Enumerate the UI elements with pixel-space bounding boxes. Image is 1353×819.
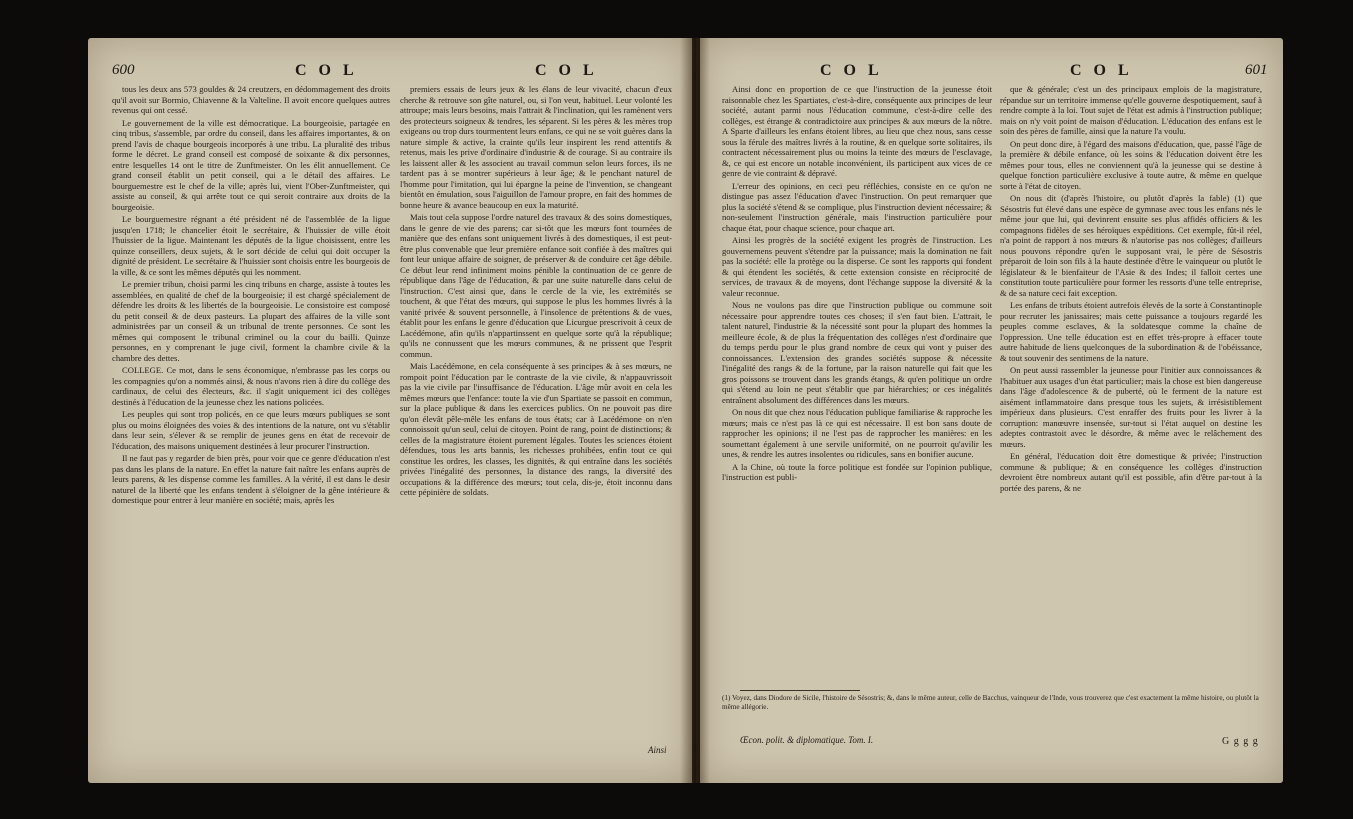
book-gutter <box>680 38 710 783</box>
page-footer: Œcon. polit. & diplomatique. Tom. I. <box>740 735 874 745</box>
paragraph: Nous ne voulons pas dire que l'instruction publique ou commune soit nécessaire pour apprendre toutes ces choses; il s'en faut bien. L'attrait, le talent naturel, l'industrie & la nécessité sont pour la plupart des hommes la meilleure école, & de plus la fréquentation des collèges n'est d'ordinaire que du temps perdu pour le plus grand nombre de ceux qui vont y puiser des connoissances. L'extension des grandes sociétés suppose & nécessite l'inégalité des rangs & de la fortune, par la raison naturelle qui fait que les gros poissons se trouvent dans les grands étangs, & qu'en politique un ordre qui s'étend au loin ne peut s'établir que par hiérarchies; or ces inégalités entraînent absolument des différences dans les mœurs. <box>722 300 992 405</box>
right-page-column-1 <box>722 84 992 684</box>
paragraph: Il ne faut pas y regarder de bien près, pour voir que ce genre d'éducation n'est pas dans les plans de la nature. En effet la nature fait naître les enfans auprès de leurs parens, & les dispense comme les familles. A la vérité, il est dans le desir naturel de la liberté que les enfans tendent à s'éloigner de la gêne intérieure & domestique pour entrer à leur manière en société; mais, après les <box>112 453 390 505</box>
paragraph: On nous dit que chez nous l'éducation publique familiarise & rapproche les mœurs; mais ce n'est pas là ce qui est nécessaire. Il est bon sans doute de rapprocher les opinions; il ne l'est pas de rapprocher les manières: en les soumettant également à une servile uniformité, on ne pourroit qu'avilir les unes, & rendre les autres insolentes ou ridicules, sans en bonifier aucune. <box>722 407 992 459</box>
footnote: (1) Voyez, dans Diodore de Sicile, l'histoire de Sésostris; &, dans le même auteur, celle de Bacchus, vainqueur de l'Inde, vous trouverez que c'est exactement la même histoire, ou plutôt la même allégorie. <box>722 694 1259 711</box>
paragraph: Mais tout cela suppose l'ordre naturel des travaux & des soins domestiques, dans le genre de vie des parens; car si-tôt que les mœurs font tournées de manière que des enfans sont uniquement livrés à des domestiques, il est peut-être plus convenable que leur première enfance soit confiée à des maîtres qui font leur unique affaire de soigner, de préserver & de conduire cet âge débile. Ce début leur rend infiniment moins pénible la continuation de ce genre de république dans l'âge de l'éducation, & par une suite naturelle dans celui de l'instruction. C'est ainsi que, dans le cercle de la vie, les extrémités se touchent, & que l'état des mœurs, qui suppose le plus les hommes livrés à la vanité privée & souvent personnelle, à l'insolence de prétentions & de vues, établit pour les enfans le genre d'éducation que Licurgue prescrivoit à ceux de Lacédémone, afin qu'ils n'appartinssent en quelque sorte qu'à la république; qu'ils ne connussent que les mœurs communes, & ne prissent que l'esprit commun. <box>400 212 672 359</box>
page-number-left: 600 <box>112 62 135 78</box>
paragraph: L'erreur des opinions, en ceci peu réfléchies, consiste en ce qu'on ne distingue pas assez l'éducation d'avec l'instruction. On peut remarquer que plus la société s'étend & se complique, plus l'instruction devient nécessaire; & non-seulement l'instruction générale, mais l'instruction particulière pour chaque état, pour chaque science, pour chaque art. <box>722 180 992 233</box>
paragraph: On nous dit (d'après l'histoire, ou plutôt d'après la fable) (1) que Sésostris fut élevé dans une espèce de gymnase avec tous les enfans nés le même jour que lui, qui devinrent ensuite ses plus affidés officiers & les compagnons fidèles de ses héroïques expéditions. Cet exemple, fût-il réel, n'a point de rapport à nos mœurs & n'autorise pas nos collèges; d'ailleurs nous pouvons répondre qu'en le supposant vrai, le père de Sésostris préparoit de loin son fils à la haute destinée d'être le vainqueur ou plutôt le législateur & le bienfaiteur de l'Asie & des Indes; il falloit certes une constitution toute particulière pour former les ressorts d'une telle entreprise, & de sa nature ceci fait exception. <box>1000 193 1262 298</box>
paragraph: Le bourguemestre régnant a été président né de l'assemblée de la ligue jusqu'en 1718; le chancelier étoit le secrétaire, & l'huissier de ville étoit l'huissier de la ligue. Maintenant les députés de la ligue choisissent, entre les quinze conseillers, deux sujets, & le sort décide de celui qui doit occuper la dignité de président. Le secrétaire & l'huissier sont choisis entre les bourgeois de la ville, & ce sont les mêmes députés qui les nomment. <box>112 214 390 277</box>
paragraph: Le gouvernement de la ville est démocratique. La bourgeoisie, partagée en cinq tribus, s'assemble, par ordre du conseil, dans les affaires importantes, & on prend l'avis de chaque bourgeois incorporés à une tribu. La pluralité des tribus forme le décret. Le grand conseil est composé de soixante & dix personnes, entre lesquelles 14 ont le titre de Zunftmeister. On les élit annuellement. Ce grand conseil établit un petit conseil, qui a le détail des affaires. Le bourguemestre est le chef de la ville; après lui, vient l'Ober-Zunftmeister, qui assiste au conseil, & qui arrête tout ce qui seroit contraire aux droits de la bourgeoisie. <box>112 117 390 212</box>
paragraph: On peut donc dire, à l'égard des maisons d'éducation, que, passé l'âge de la première & débile enfance, où les soins & l'éducation doivent être les mêmes pour tous, elles ne conviennent qu'à la jeunesse qui se destine à quelque fonction particulière exclusive à toute autre, & même en quelque sorte à l'état de citoyen. <box>1000 138 1262 191</box>
paragraph: premiers essais de leurs jeux & les élans de leur vivacité, chacun d'eux cherche & retrouve son gîte naturel, ou, si l'on veut, habituel. Leur volonté les attroupe; mais leurs besoins, mais l'attrait & l'inclination, qui les ramènent vers des protecteurs soigneux & tendres, les séparent. Si les pères & les mères trop exigeans ou trop durs tourmentent leurs enfans, ce qui ne se voit guères dans la nature simple & active, la crainte qu'ils leur inspirent les rend attentifs & retenus, mais les prive d'ordinaire d'industrie & de courage. Si au contraire ils les laissent aller & les associent au travail commun selon leurs forces, ils ne tardent pas à se montrer supérieurs à leur âge; & le penchant naturel de l'homme pour l'imitation, qui lui épargne la peine de l'invention, se changeant bientôt en émulation, sous l'aiguillon de l'amour propre, en fait des hommes de bonne heure & avance beaucoup en eux la maturité. <box>400 84 672 210</box>
paragraph: On peut aussi rassembler la jeunesse pour l'initier aux connoissances & l'habituer aux usages d'un état particulier; mais la chose est bien dangereuse dans l'âge d'adolescence & de puberté, où le ferment de la nature est aisément inflammatoire dans presque tous les sujets, & irrésistiblement impérieux dans plusieurs. C'est enraffer des fruits pour les livrer à la corruption: manœuvre insensée, sur-tout si l'état auquel on destine les adeptes contrastoit avec le désordre, & même avec le relâchement des mœurs. <box>1000 365 1262 449</box>
left-page-column-2 <box>400 84 672 736</box>
running-head-left-col1: C O L <box>295 62 358 79</box>
paragraph: Le premier tribun, choisi parmi les cinq tribuns en charge, assiste à toutes les assemblées, en qualité de chef de la bourgeoisie; il est chargé spécialement de défendre les droits & les libertés de la bourgeoisie. Le consistoire est composé du petit conseil & de deux pasteurs. La plupart des affaires de la ville sont administrées par un conseil & un tribunal de trente personnes. Ce sont les mêmes qui composent le tribunal criminel ou la cour du bailli. Quinze personnes, en y comprenant le juge civil, forment la chambre civile & la chambre des dettes. <box>112 279 390 363</box>
catchword: Ainsi <box>648 745 667 755</box>
paragraph: COLLEGE. Ce mot, dans le sens économique, n'embrasse pas les corps ou les compagnies qu'on a nommés ainsi, & nous n'avons rien à dire du collège des cardinaux, de celui des électeurs, &c. il s'agit uniquement ici des collèges destinés à l'éducation de la jeunesse chez les nations policées. <box>112 365 390 407</box>
footnote-rule <box>740 690 860 691</box>
running-head-right-col2: C O L <box>1070 62 1133 79</box>
paragraph: Ainsi les progrès de la société exigent les progrès de l'instruction. Les gouvernemens peuvent s'étendre par la puissance; mais la domination ne fait pas la société: elle la protège ou la disperse. Ce sont les rapports qui fondent & qui étendent les sociétés, & cette extension consiste en réciprocité de services, de travaux & de moyens, dont l'échange suppose la diversité & la valeur reconnue. <box>722 235 992 298</box>
running-head-left-col2: C O L <box>535 62 598 79</box>
paragraph: Les enfans de tributs étoient autrefois élevés de la sorte à Constantinople pour recruter les janissaires; mais cette puissance a toujours regardé les peuples comme esclaves, & la soldatesque comme la chaîne de l'oppression. Une telle éducation est en effet très-propre à effacer toute autre habitude de liens quelconques de la subordination & de l'obéissance, & tout souvenir des sentimens de la nature. <box>1000 300 1262 363</box>
running-head-right-col1: C O L <box>820 62 883 79</box>
paragraph: A la Chine, où toute la force politique est fondée sur l'opinion publique, l'instruction est publi- <box>722 461 992 482</box>
signature-mark: G g g g <box>1222 736 1259 747</box>
left-page-column-1 <box>112 84 390 736</box>
paragraph: Les peuples qui sont trop policés, en ce que leurs mœurs publiques se sont plus ou moins éloignées des voies & des intentions de la nature, ont vu s'établir dans leur sein, s'élever & se remplir de jeunes gens en état de recevoir de l'éducation, des maisons uniquement destinées à leur procurer l'instruction. <box>112 409 390 451</box>
paragraph: En général, l'éducation doit être domestique & privée; l'instruction commune & publique; & en conséquence les collèges d'instruction devroient être nombreux autant qu'il est possible, afin d'être par-tout à la portée des parens, & ne <box>1000 451 1262 493</box>
page-number-right: 601 <box>1245 62 1268 78</box>
right-page-column-2 <box>1000 84 1262 684</box>
paragraph: tous les deux ans 573 gouldes & 24 creutzers, en dédommagement des droits qu'il avoit sur Bormio, Chiavenne & la Valteline. Il avoit encore quelques autres revenus qui ont cessé. <box>112 84 390 115</box>
paragraph: Ainsi donc en proportion de ce que l'instruction de la jeunesse étoit raisonnable chez les Spartiates, c'est-à-dire, conséquente aux principes de leur société, autant parmi nous l'éducation commune, c'est-à-dire celle des collèges, est étrange & contradictoire aux principes & aux mœurs de la nôtre. A Sparte d'ailleurs les enfans étoient libres, au lieu que chez nous, sans cesse sous la férule des maîtres livrés à la routine, & en quelque sorte solitaires, ils contractent nécessairement plus ou moins la teinte des mœurs de l'esclavage, &, ce qui est encore un notable inconvénient, ils participent aux vices de ce genre de vie contraint & dépravé. <box>722 84 992 178</box>
paragraph: Mais Lacédémone, en cela conséquente à ses principes & à ses mœurs, ne rompoit point l'éducation par le contraste de la vie civile, & n'appauvrissoit pas la vie civile par l'insuffisance de l'éducation. L'âge mûr avoit en cela les mêmes mœurs que l'enfance: toute la vie d'un Spartiate se passoit en commun, sur la place publique & dans les exercices publics. On ne pouvoit pas dire qu'on élevât pêle-mêle les enfans de tous états; car à Lacédémone on n'en connoissoit qu'un seul, celui de citoyen. Point de rang, point de distinctions; & celles de la magistrature étoient purement légales. Toutes les sciences étoient défendues, tous les arts bannis, les richesses prohibées, enfin tout ce qui constitue les ordres, les classes, les dignités, & qui entraîne dans les sociétés privées l'inégalité des personnes, la distance des rangs, la diversité des occupations & la différence des mœurs; tout cela, dis-je, étoit inconnu dans cette pépinière de soldats. <box>400 361 672 497</box>
paragraph: que & générale; c'est un des principaux emplois de la magistrature, répandue sur un territoire immense qu'elle gouverne despotiquement, sauf à rendre compte à la loi. Tout sujet de l'état est admis à l'instruction publique; mais on n'y voit point de maison d'éducation. L'éducation des enfans est le soin des pères de famille, ainsi que la nature l'a voulu. <box>1000 84 1262 136</box>
